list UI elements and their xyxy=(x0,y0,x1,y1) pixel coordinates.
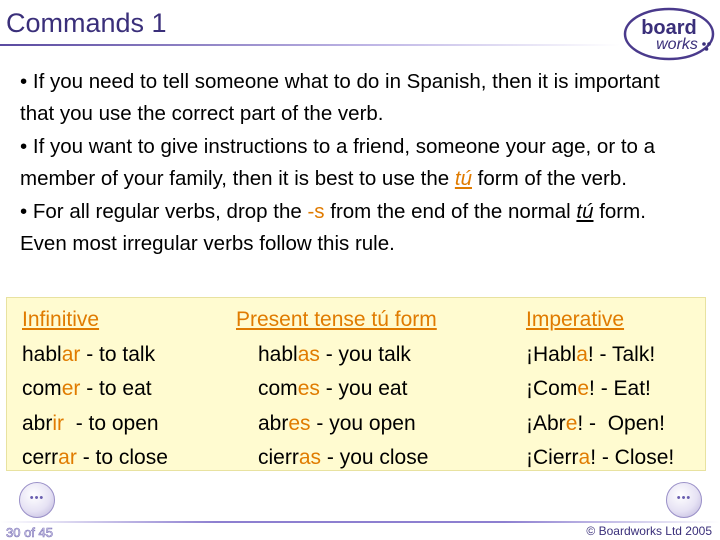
slide-title: Commands 1 xyxy=(6,8,167,38)
footer-divider xyxy=(0,521,720,523)
bullet-1: • If you need to tell someone what to do in Spanish, then it is important that you use the correct part of the verb. xyxy=(20,70,660,125)
table-row: abrir - to open xyxy=(22,411,159,435)
table-row: comer - to eat xyxy=(22,377,152,400)
column-header: Present tense tú form xyxy=(236,308,437,331)
table-row: hablar - to talk xyxy=(22,342,156,366)
tu-emphasis: tú xyxy=(576,200,594,223)
table-row: ¡Come! - Eat! xyxy=(526,377,651,400)
ellipsis-icon: ••• xyxy=(676,492,692,504)
bullet-2: • If you want to give instructions to a friend, someone your age, or to a member of your family, then it is best to use the tú form of the verb. xyxy=(20,135,656,190)
copyright-notice: © Boardworks Ltd 2005 xyxy=(586,524,712,538)
table-row: hablas - you talk xyxy=(258,342,411,366)
verb-table xyxy=(6,297,706,471)
page-number: 30 of 45 xyxy=(6,525,53,540)
table-row: abres - you open xyxy=(258,411,416,435)
logo-text-works: works xyxy=(656,36,698,53)
ellipsis-icon: ••• xyxy=(29,492,45,504)
column-header: Imperative xyxy=(526,308,625,331)
title-divider xyxy=(0,44,620,46)
table-row: cerrar - to close xyxy=(22,446,168,469)
next-slide-button[interactable] xyxy=(666,482,702,518)
table-row: ¡Abre! - Open! xyxy=(526,411,665,435)
tu-emphasis: tú xyxy=(454,166,472,190)
table-row: ¡Habla! - Talk! xyxy=(526,342,656,366)
infinitive-column xyxy=(22,303,168,476)
table-row: comes - you eat xyxy=(258,377,408,400)
imperative-column xyxy=(526,303,674,476)
slide-body xyxy=(20,66,690,261)
previous-slide-button[interactable] xyxy=(19,482,55,518)
logo-text-board: board xyxy=(641,17,697,39)
present-tense-column xyxy=(236,303,437,476)
bullet-3: • For all regular verbs, drop the -s from the end of the normal tú form. Even most irregular verbs follow this rule. xyxy=(20,200,646,255)
column-header: Infinitive xyxy=(22,308,100,331)
table-row: cierras - you close xyxy=(258,446,429,469)
table-row: ¡Cierra! - Close! xyxy=(526,446,675,469)
s-ending: -s xyxy=(307,200,325,223)
boardworks-logo xyxy=(622,4,716,64)
